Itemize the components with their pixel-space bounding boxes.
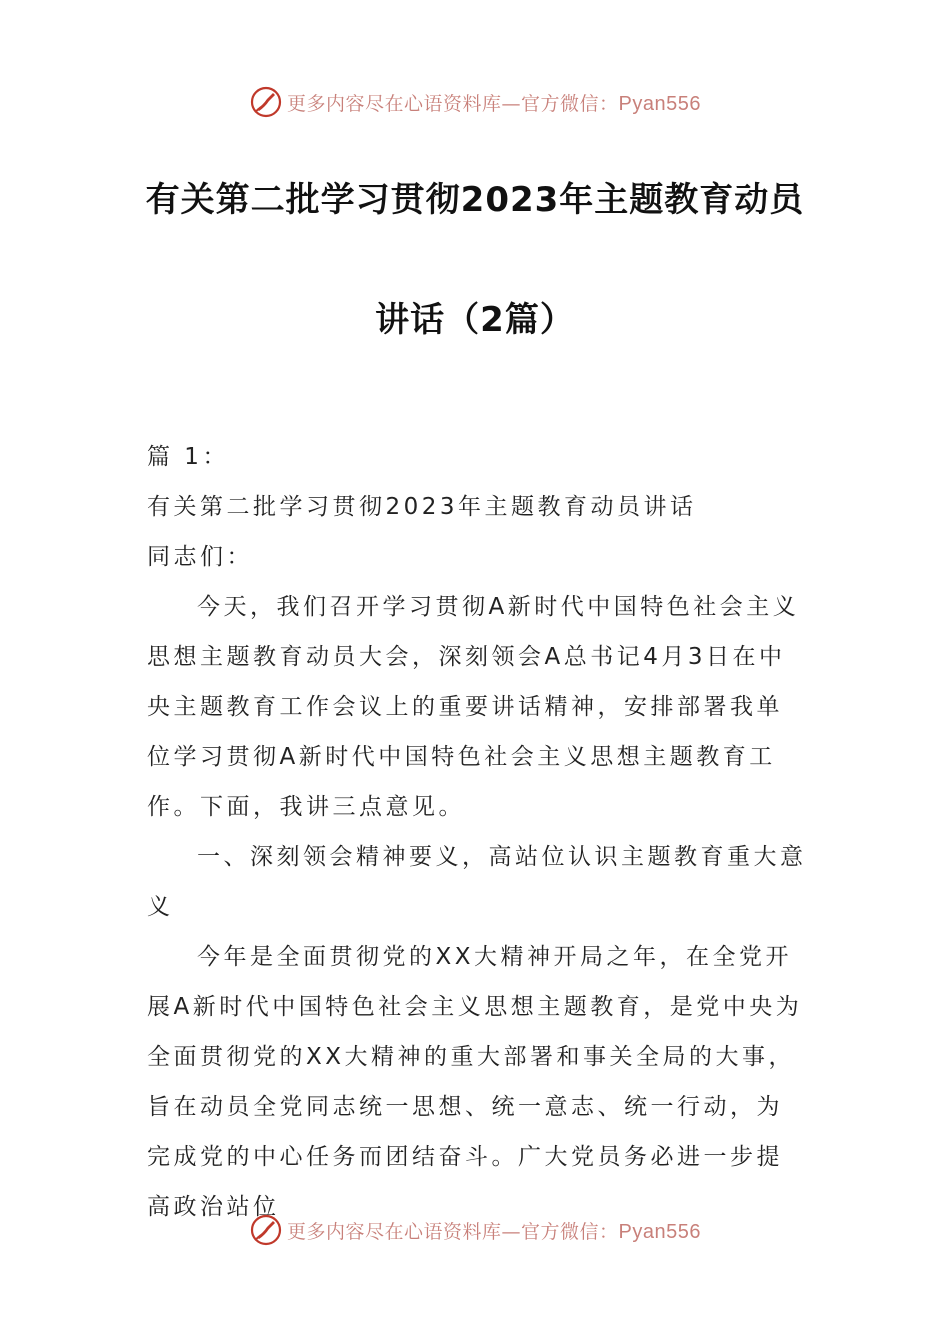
pen-logo-icon	[249, 85, 283, 119]
speech-subtitle: 有关第二批学习贯彻2023年主题教育动员讲话	[147, 494, 697, 520]
section-label: 篇 1：	[147, 444, 229, 470]
document-title-line-1: 有关第二批学习贯彻2023年主题教育动员	[145, 180, 805, 220]
watermark-wechat-id: Pyan556	[618, 92, 701, 115]
salutation: 同志们：	[147, 544, 253, 570]
document-title-line-2: 讲话（2篇）	[375, 300, 575, 340]
pen-logo-icon	[249, 1213, 283, 1247]
paragraph-1: 今天，我们召开学习贯彻A新时代中国特色社会主义思想主题教育动员大会，深刻领会A总书记4月3日在中央主题教育工作会议上的重要讲话精神，安排部署我单位学习贯彻A新时代中国特色社会主义思想主题教育工作。下面，我讲三点意见。	[147, 594, 800, 820]
watermark-text: 更多内容尽在心语资料库—官方微信：Pyan556	[287, 92, 701, 115]
section-heading-1: 一、深刻领会精神要义，高站位认识主题教育重大意义	[147, 844, 807, 920]
watermark-text: 更多内容尽在心语资料库—官方微信：Pyan556	[287, 1220, 701, 1243]
paragraph-2: 今年是全面贯彻党的XX大精神开局之年，在全党开展A新时代中国特色社会主义思想主题教育，是党中央为全面贯彻党的XX大精神的重大部署和事关全局的大事，旨在动员全党同志统一思想、统一意志、统一行动，为完成党的中心任务而团结奋斗。广大党员务必进一步提高政治站位	[147, 944, 803, 1220]
header-watermark	[0, 82, 950, 122]
watermark-wechat-id: Pyan556	[618, 1220, 701, 1243]
document-body	[147, 432, 807, 1232]
footer-watermark	[0, 1210, 950, 1250]
